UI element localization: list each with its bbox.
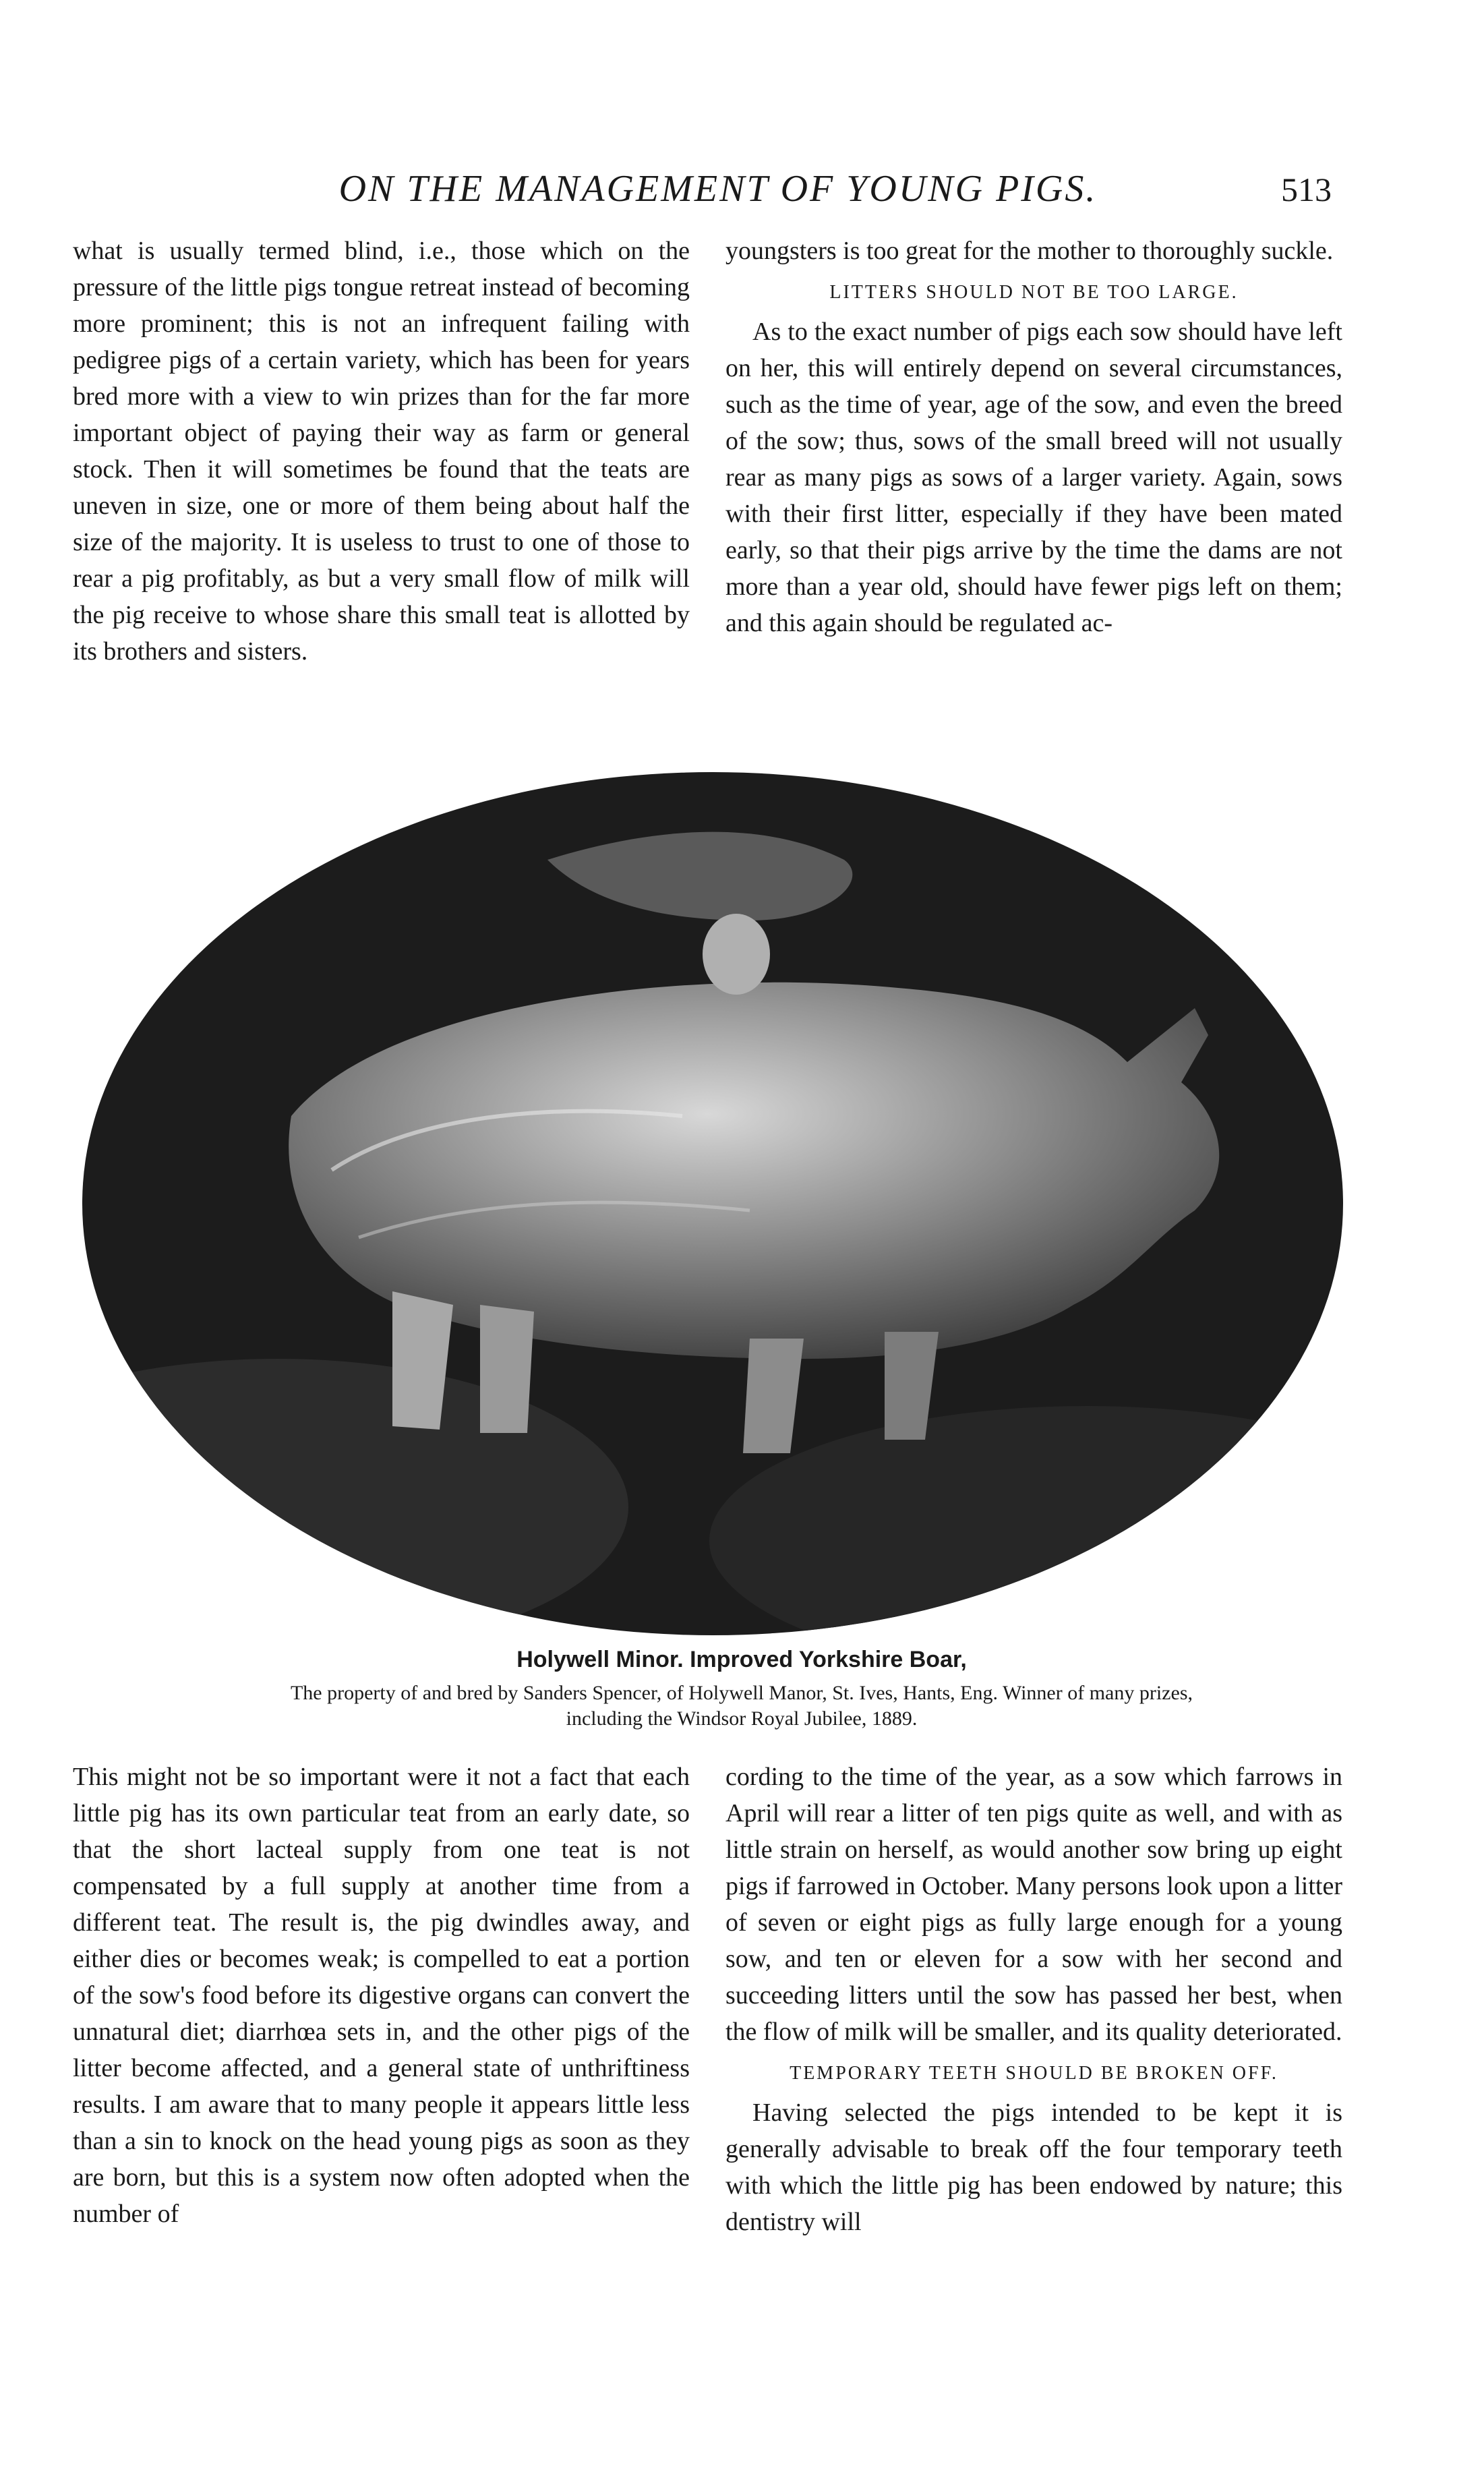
figure-caption-line: including the Windsor Royal Jubilee, 1889.: [566, 1707, 918, 1730]
bottom-left-column: [73, 1759, 690, 2232]
body-paragraph: As to the exact number of pigs each sow should have left on her, this will entirely depend on several circumstances, such as the time of year, age of the sow, and even the breed of the sow; thus, sows of the small breed will not usually rear as many pigs as sows of a larger variety. Again, sows with their first litter, especially if they have been mated early, so that their pigs arrive by the time the dams are not more than a year old, should have fewer pigs left on them; and this again should be regulated ac-: [725, 318, 1342, 637]
section-heading: TEMPORARY TEETH SHOULD BE BROKEN OFF.: [790, 2063, 1278, 2084]
figure-caption-title: Holywell Minor. Improved Yorkshire Boar,: [516, 1647, 967, 1672]
figure-caption-line: The property of and bred by Sanders Spencer, of Holywell Manor, St. Ives, Hants, Eng. Winner of many prizes,: [290, 1682, 1193, 1704]
body-paragraph: what is usually termed blind, i.e., those which on the pressure of the little pigs tongue retreat instead of becoming more prominent; this is not an infrequent failing with pedigree pigs of a certain variety, which has been for years bred more with a view to win prizes than for the far more important object of paying their way as farm or general stock. Then it will sometimes be found that the teats are uneven in size, one or more of them being about half the size of the majority. It is useless to trust to one of those to rear a pig profitably, as but a very small flow of milk will the pig receive to whose share this small teat is allotted by its brothers and sisters.: [73, 237, 690, 666]
bottom-right-column: [725, 1759, 1342, 2240]
section-heading: LITTERS SHOULD NOT BE TOO LARGE.: [829, 282, 1239, 303]
body-paragraph: This might not be so important were it not a fact that each little pig has its own particular teat from an early date, so that the short lacteal supply from one teat is not compensated by a full supply at another time from a different teat. The result is, the pig dwindles away, and either dies or becomes weak; is compelled to eat a portion of the sow's food before its digestive organs can convert the unnatural diet; diarrhœa sets in, and the other pigs of the litter become affected, and a general state of unthriftiness results. I am aware that to many people it appears little less than a sin to knock on the head young pigs as soon as they are born, but this is a system now often adopted when the number of: [73, 1763, 690, 2228]
boar-photograph: [76, 765, 1350, 1642]
body-paragraph: Having selected the pigs intended to be kept it is generally advisable to break off the four temporary teeth with which the little pig has been endowed by nature; this dentistry will: [725, 2099, 1342, 2236]
running-title: ON THE MANAGEMENT OF YOUNG PIGS.: [338, 168, 1098, 210]
body-paragraph: cording to the time of the year, as a sow which farrows in April will rear a litter of ten pigs quite as well, and with as little strain on herself, as would another sow bring up eight pigs if farrowed in October. Many persons look upon a litter of seven or eight pigs as fully large enough for a young sow, and ten or eleven for a sow with her second and succeeding litters until the sow has passed her best, when the flow of milk will be smaller, and its quality deteriorated.: [725, 1763, 1342, 2046]
top-left-column: [73, 233, 690, 670]
body-paragraph: youngsters is too great for the mother to thoroughly suckle.: [725, 237, 1334, 265]
page-number: 513: [1281, 171, 1332, 208]
top-right-column: [725, 233, 1342, 641]
